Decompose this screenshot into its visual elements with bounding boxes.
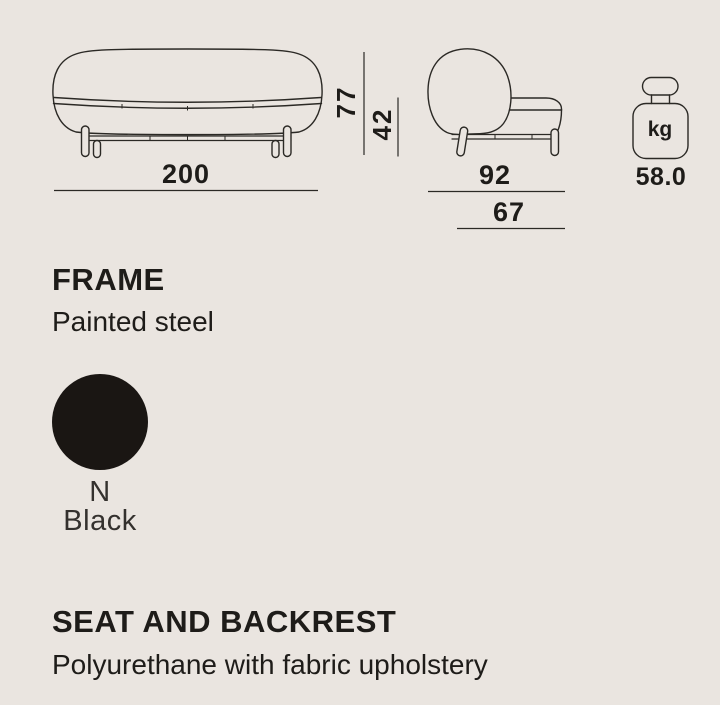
seat-backrest-title: SEAT AND BACKREST <box>52 604 397 639</box>
weight-unit-label: kg <box>647 118 673 141</box>
weight-value-label: 58.0 <box>635 163 687 191</box>
sofa-side-view-drawing <box>428 49 562 157</box>
front-leg-inner-right <box>272 141 279 158</box>
front-leg-outer-right <box>284 126 292 157</box>
front-width-label: 200 <box>161 159 211 189</box>
swatch-code-label: N <box>89 476 111 508</box>
front-leg-inner-left <box>94 141 101 158</box>
side-backrest-outline <box>428 49 511 135</box>
seat-height-label: 42 <box>367 107 397 141</box>
overall-height-label: 77 <box>331 85 361 119</box>
side-depth-label: 92 <box>478 160 512 190</box>
side-seat-top-line <box>508 98 562 110</box>
frame-section-title: FRAME <box>52 262 165 297</box>
seat-cushion-top-line <box>54 98 321 103</box>
color-swatch-black[interactable] <box>52 374 148 470</box>
seat-backrest-description: Polyurethane with fabric upholstery <box>52 649 488 680</box>
frame-section-description: Painted steel <box>52 306 214 337</box>
swatch-name-label: Black <box>63 505 137 537</box>
seat-depth-label: 67 <box>492 197 526 227</box>
seat-backrest-section <box>52 606 488 680</box>
side-leg-right <box>551 129 559 156</box>
sofa-front-view-drawing <box>53 49 322 158</box>
front-leg-outer-left <box>82 126 90 157</box>
frame-section <box>52 264 214 337</box>
technical-drawings <box>0 0 720 250</box>
